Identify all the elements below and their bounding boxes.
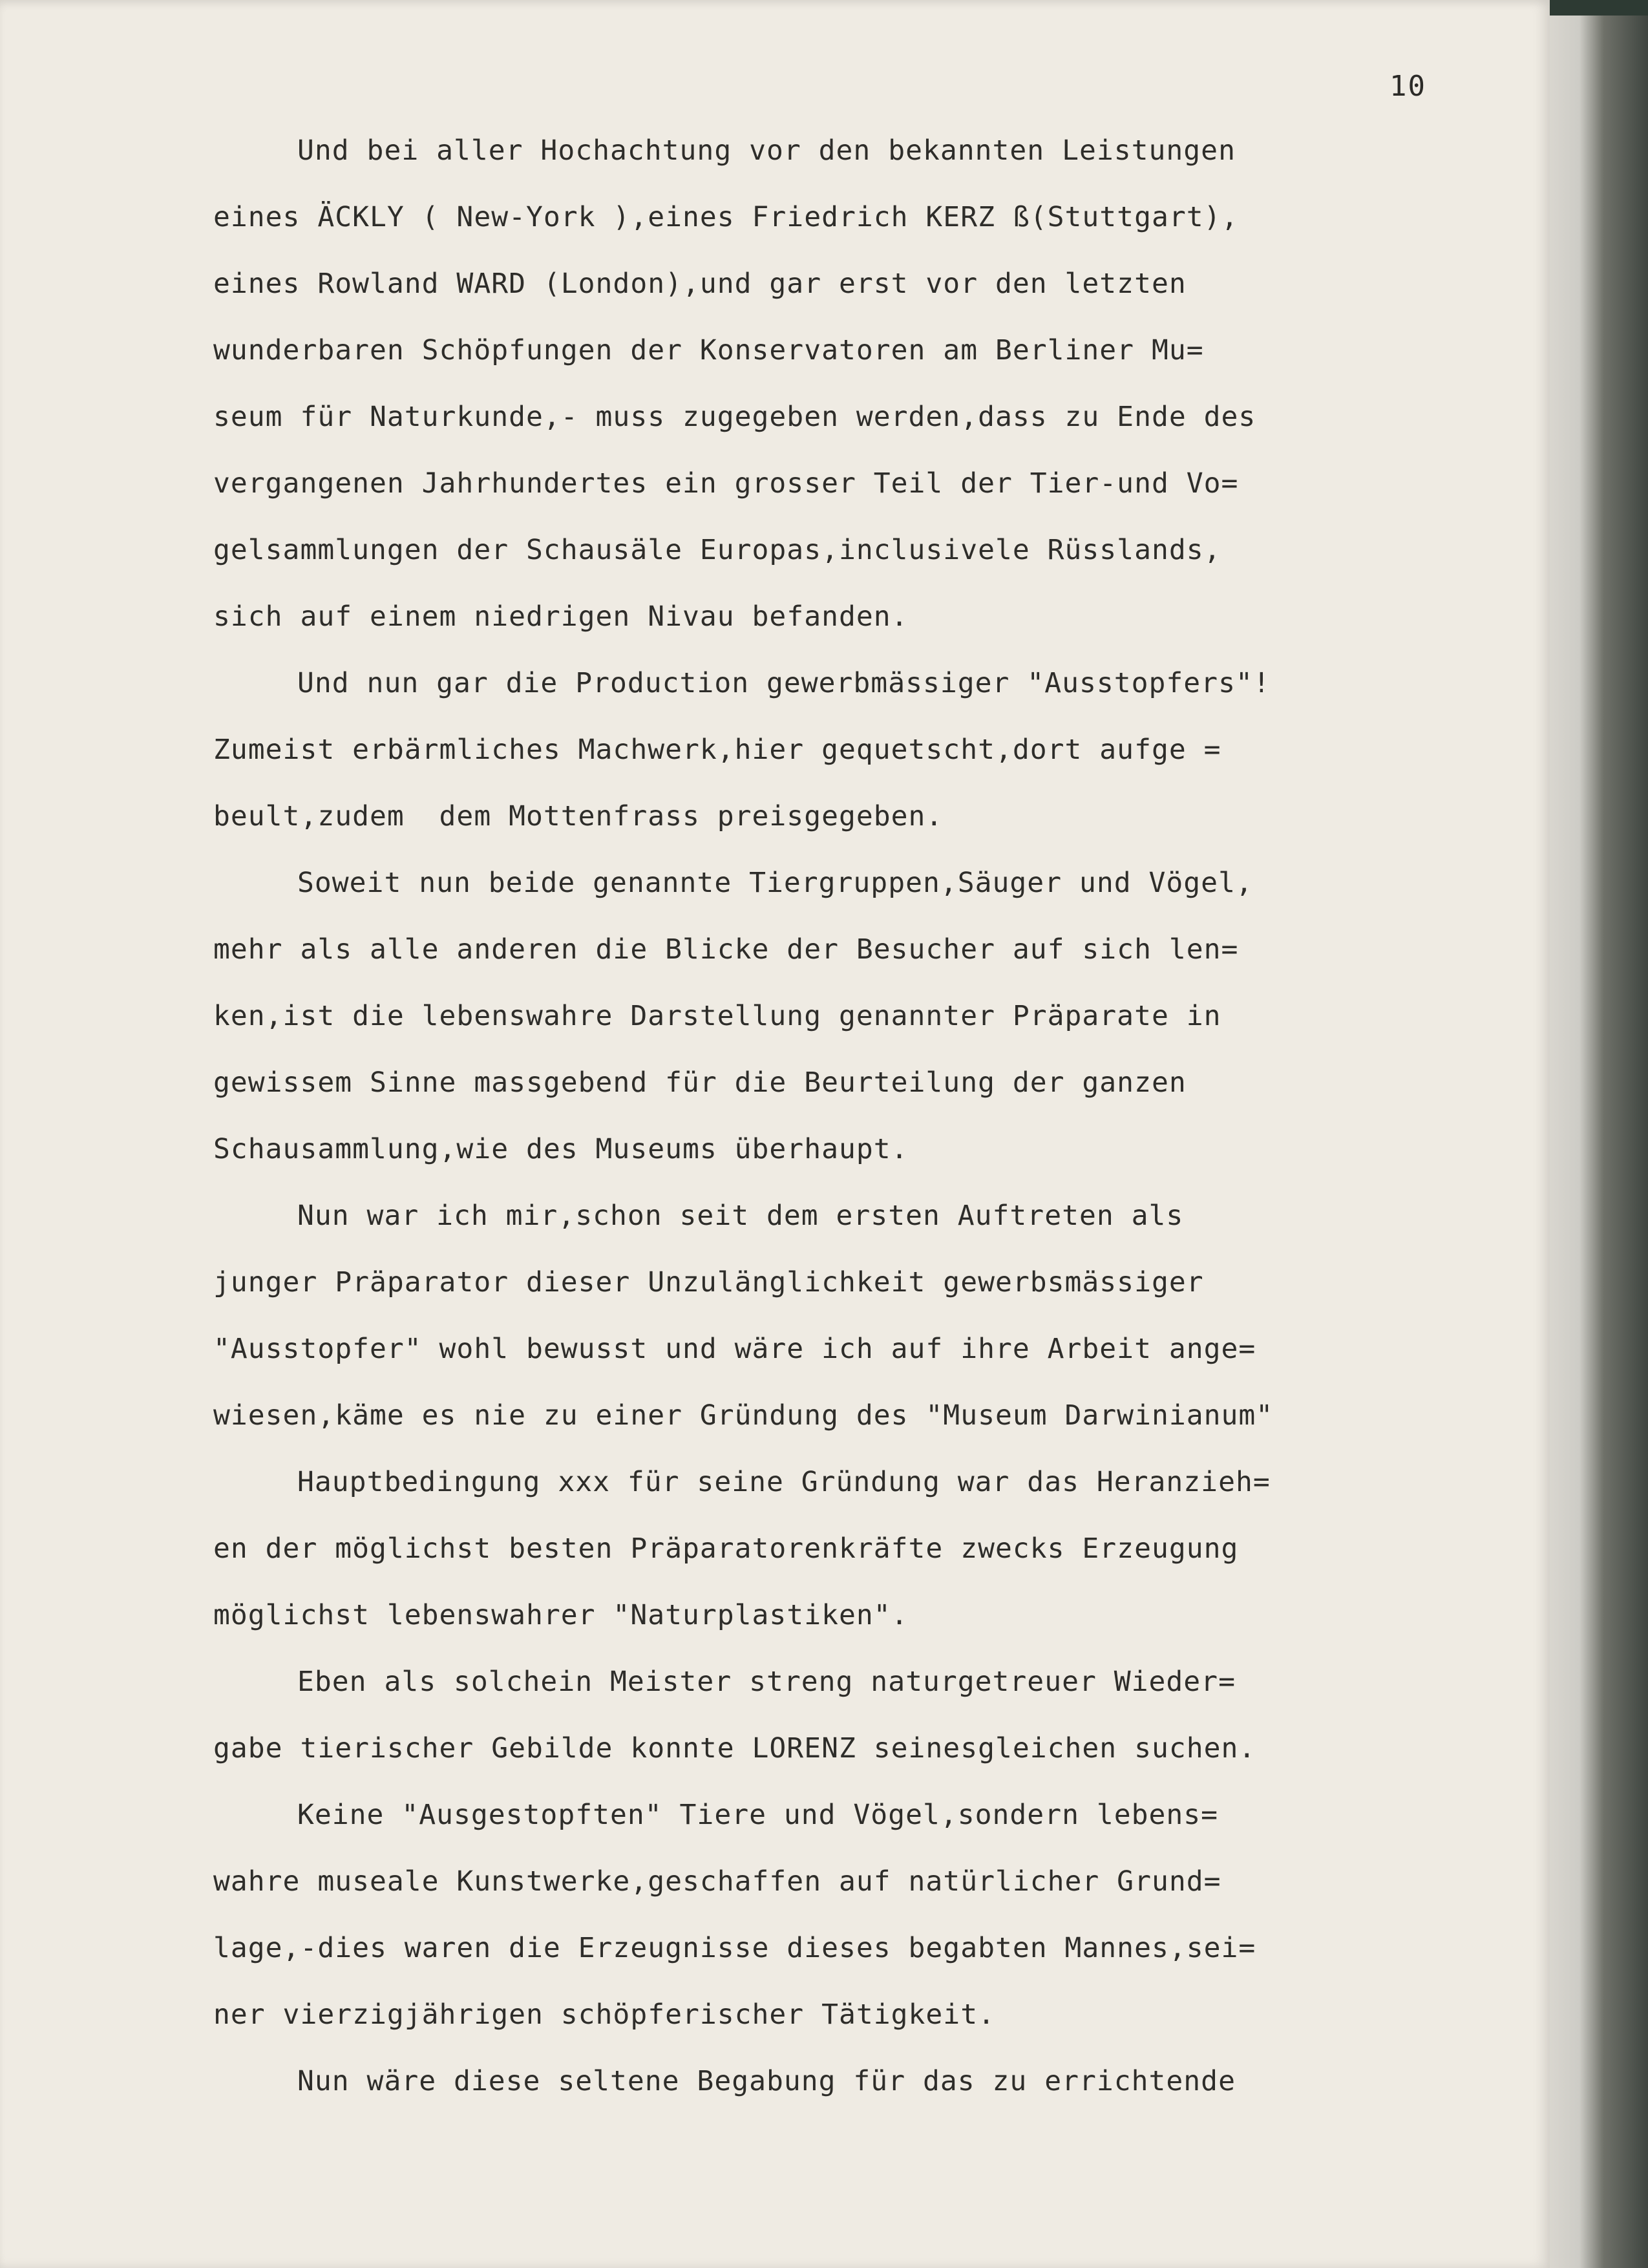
text-line: lage,-dies waren die Erzeugnisse dieses begabten Mannes,sei=	[213, 1932, 1256, 1964]
typewritten-text	[213, 118, 1525, 2115]
text-line: wahre museale Kunstwerke,geschaffen auf natürlicher Grund=	[213, 1865, 1221, 1898]
text-line: seum für Naturkunde,- muss zugegeben werden,dass zu Ende des	[213, 401, 1256, 433]
text-line: wunderbaren Schöpfungen der Konservatoren am Berliner Mu=	[213, 334, 1204, 366]
text-line: "Ausstopfer" wohl bewusst und wäre ich auf ihre Arbeit ange=	[213, 1333, 1256, 1365]
text-line: eines Rowland WARD (London),und gar erst vor den letzten	[213, 268, 1187, 300]
text-line: gewissem Sinne massgebend für die Beurteilung der ganzen	[213, 1066, 1187, 1099]
text-line: sich auf einem niedrigen Nivau befanden.	[213, 600, 909, 633]
text-line: Keine "Ausgestopften" Tiere und Vögel,sondern lebens=	[297, 1799, 1219, 1831]
text-line: Nun war ich mir,schon seit dem ersten Auftreten als	[297, 1200, 1184, 1232]
scan-background-edge	[1550, 0, 1648, 2268]
scan-edge-top	[1550, 0, 1648, 16]
text-line: gelsammlungen der Schausäle Europas,inclusivele Rüsslands,	[213, 534, 1221, 566]
page-number: 10	[1389, 70, 1426, 103]
text-line: Soweit nun beide genannte Tiergruppen,Säuger und Vögel,	[297, 867, 1253, 899]
text-line: gabe tierischer Gebilde konnte LORENZ seinesgleichen suchen.	[213, 1732, 1256, 1765]
text-line: Nun wäre diese seltene Begabung für das zu errichtende	[297, 2065, 1236, 2097]
text-line: ner vierzigjährigen schöpferischer Tätigkeit.	[213, 1998, 995, 2031]
text-line: Zumeist erbärmliches Machwerk,hier gequetscht,dort aufge =	[213, 734, 1221, 766]
text-line: beult,zudem dem Mottenfrass preisgegeben.	[213, 800, 944, 832]
text-line: eines ÄCKLY ( New-York ),eines Friedrich KERZ ß(Stuttgart),	[213, 201, 1239, 233]
text-line: Eben als solchein Meister streng naturgetreuer Wieder=	[297, 1666, 1236, 1698]
text-line: möglichst lebenswahrer "Naturplastiken".	[213, 1599, 909, 1631]
text-line: junger Präparator dieser Unzulänglichkeit gewerbsmässiger	[213, 1266, 1204, 1298]
text-line: Schausammlung,wie des Museums überhaupt.	[213, 1133, 909, 1165]
text-line: ken,ist die lebenswahre Darstellung genannter Präparate in	[213, 1000, 1221, 1032]
text-line: Und nun gar die Production gewerbmässiger "Ausstopfers"!	[297, 667, 1271, 699]
text-line: Und bei aller Hochachtung vor den bekannten Leistungen	[297, 134, 1236, 167]
text-line: en der möglichst besten Präparatorenkräfte zwecks Erzeugung	[213, 1532, 1239, 1565]
text-line: wiesen,käme es nie zu einer Gründung des "Museum Darwinianum"	[213, 1399, 1274, 1432]
text-line: Hauptbedingung xxx für seine Gründung war das Heranzieh=	[297, 1466, 1271, 1498]
text-line: vergangenen Jahrhundertes ein grosser Teil der Tier-und Vo=	[213, 467, 1239, 500]
text-line: mehr als alle anderen die Blicke der Besucher auf sich len=	[213, 933, 1239, 966]
